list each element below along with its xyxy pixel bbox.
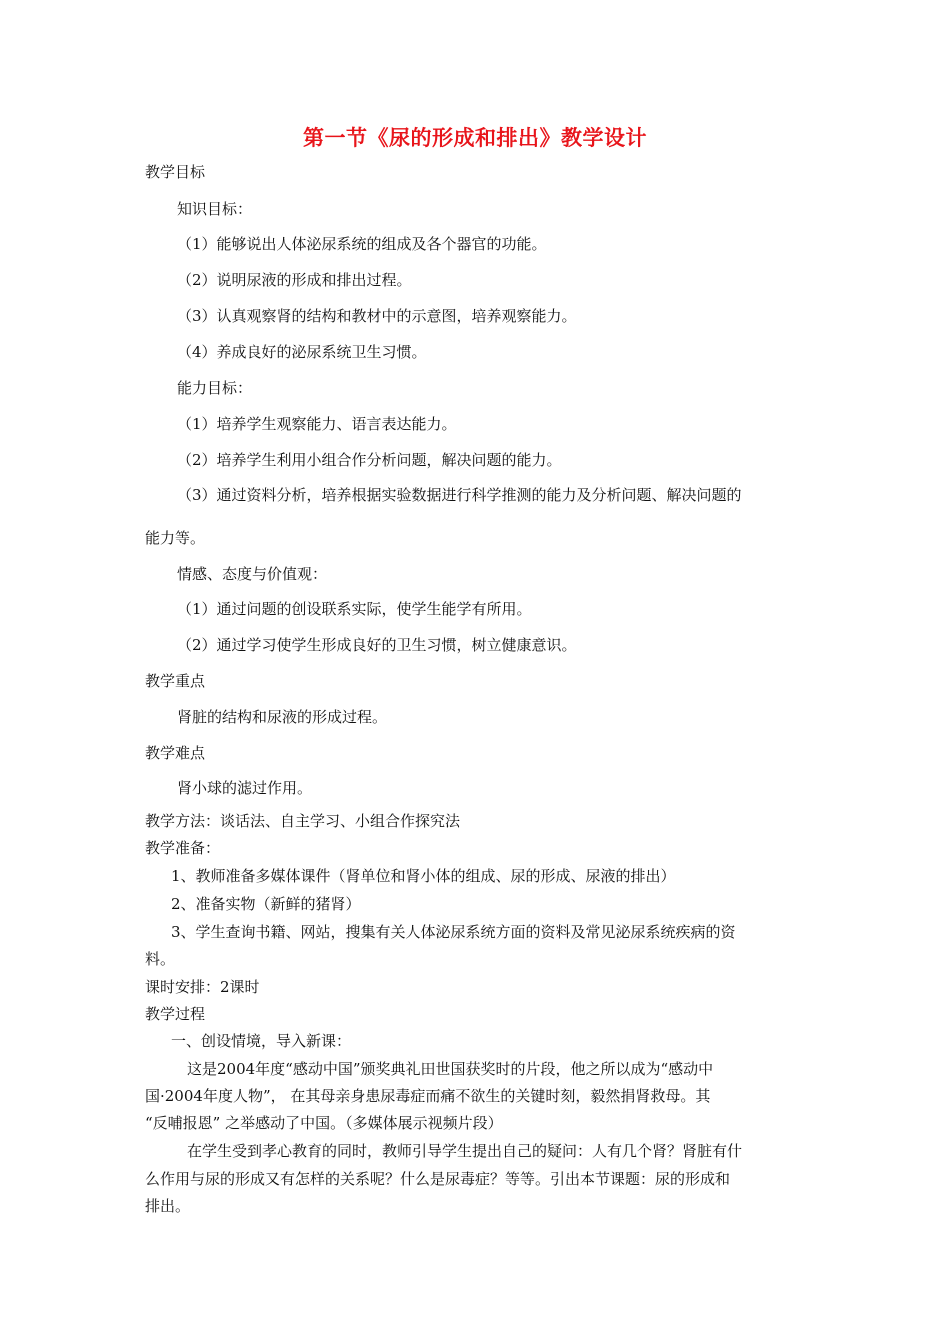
process-paragraph-line: 国·2004年度人物”， 在其母亲身患尿毒症而痛不欲生的关键时刻，毅然捐肾救母。其	[145, 1087, 711, 1105]
process-paragraph-line: “反哺报恩” 之举感动了中国。（多媒体展示视频片段）	[145, 1114, 503, 1132]
schedule: 课时安排：2课时	[145, 978, 260, 996]
preparation-item: 1、教师准备多媒体课件（肾单位和肾小体的组成、尿的形成、尿液的排出）	[171, 867, 676, 885]
knowledge-objectives-label: 知识目标：	[177, 200, 253, 218]
key-point-text: 肾脏的结构和尿液的形成过程。	[177, 708, 388, 726]
emotion-objectives-label: 情感、态度与价值观：	[177, 565, 328, 583]
difficulty-text: 肾小球的滤过作用。	[177, 779, 313, 797]
preparation-item: 3、学生查询书籍、网站，搜集有关人体泌尿系统方面的资料及常见泌尿系统疾病的资	[171, 923, 736, 941]
section-heading-objectives: 教学目标	[145, 163, 206, 181]
preparation-item-continuation: 料。	[145, 950, 176, 968]
ability-item: （1）培养学生观察能力、语言表达能力。	[177, 415, 457, 433]
ability-item: （2）培养学生利用小组合作分析问题，解决问题的能力。	[177, 451, 562, 469]
ability-objectives-label: 能力目标：	[177, 379, 253, 397]
knowledge-item: （4）养成良好的泌尿系统卫生习惯。	[177, 343, 427, 361]
process-paragraph-line: 这是2004年度“感动中国”颁奖典礼田世国获奖时的片段，他之所以成为“感动中	[187, 1060, 714, 1078]
process-paragraph-line: 在学生受到孝心教育的同时，教师引导学生提出自己的疑问：人有几个肾？肾脏有什	[187, 1142, 743, 1160]
section-heading-difficulty: 教学难点	[145, 744, 206, 762]
process-paragraph-line: 排出。	[145, 1197, 191, 1215]
ability-item-continuation: 能力等。	[145, 529, 206, 547]
knowledge-item: （1）能够说出人体泌尿系统的组成及各个器官的功能。	[177, 235, 547, 253]
knowledge-item: （2）说明尿液的形成和排出过程。	[177, 271, 412, 289]
teaching-method: 教学方法：谈话法、自主学习、小组合作探究法	[145, 812, 461, 830]
section-heading-key-point: 教学重点	[145, 672, 206, 690]
ability-item: （3）通过资料分析，培养根据实验数据进行科学推测的能力及分析问题、解决问题的	[177, 486, 742, 504]
process-step-heading: 一、创设情境，导入新课：	[171, 1032, 352, 1050]
preparation-item: 2、准备实物（新鲜的猪肾）	[171, 895, 361, 913]
knowledge-item: （3）认真观察肾的结构和教材中的示意图，培养观察能力。	[177, 307, 577, 325]
section-heading-preparation: 教学准备：	[145, 839, 221, 857]
process-paragraph-line: 么作用与尿的形成又有怎样的关系呢？什么是尿毒症？等等。引出本节课题：尿的形成和	[145, 1170, 731, 1188]
document-title: 第一节《尿的形成和排出》教学设计	[303, 126, 647, 150]
section-heading-process: 教学过程	[145, 1005, 206, 1023]
emotion-item: （1）通过问题的创设联系实际，使学生能学有所用。	[177, 600, 532, 618]
emotion-item: （2）通过学习使学生形成良好的卫生习惯，树立健康意识。	[177, 636, 577, 654]
